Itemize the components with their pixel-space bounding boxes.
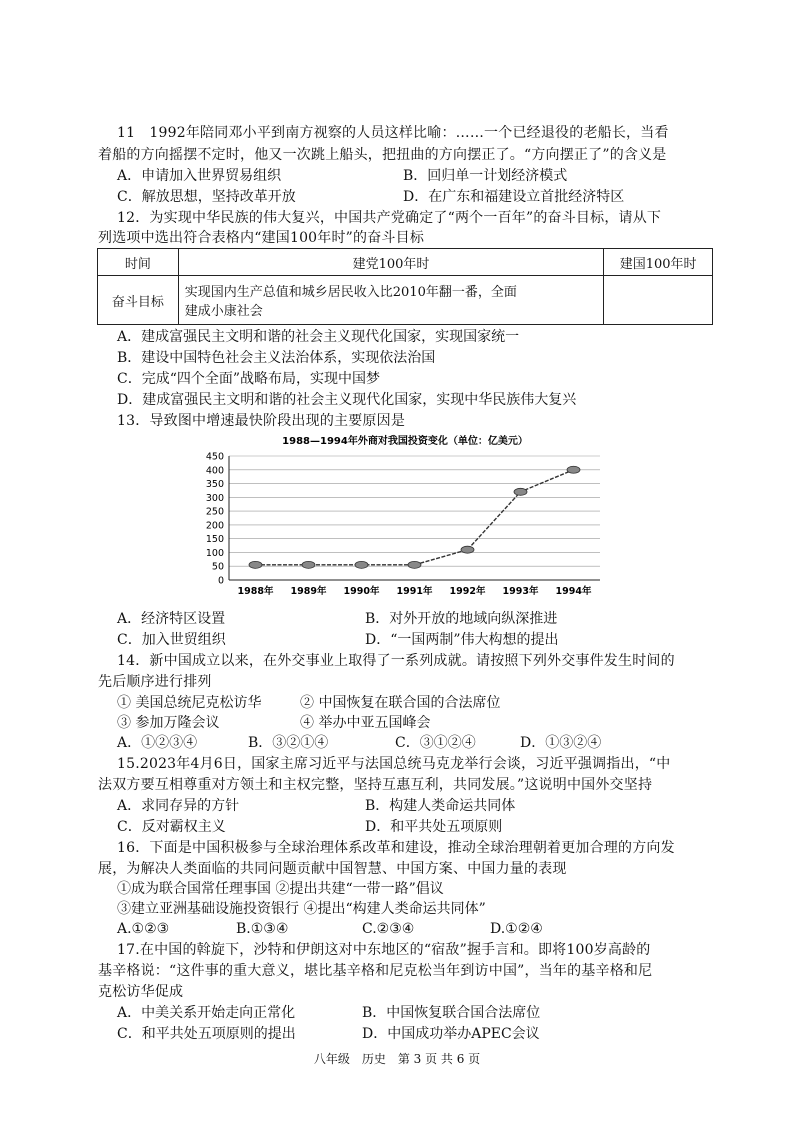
- series-line: [256, 470, 574, 565]
- q17-option-a[interactable]: A．中美关系开始走向正常化: [117, 1005, 296, 1021]
- data-point: [302, 561, 315, 568]
- q16-option-d[interactable]: D.①②④: [490, 921, 543, 937]
- y-tick-label: 50: [211, 561, 224, 573]
- q14-item-1: ① 美国总统尼克松访华: [117, 695, 262, 711]
- q14-item-2: ② 中国恢复在联合国的合法席位: [300, 695, 501, 711]
- x-tick-label: 1988年: [237, 586, 274, 597]
- q16-option-b[interactable]: B.①③④: [236, 921, 289, 937]
- q14-item-4: ④ 举办中亚五国峰会: [300, 715, 431, 731]
- q17-stem-line1: 17.在中国的斡旋下，沙特和伊朗这对中东地区的“宿敌”握手言和。即将100岁高龄的: [117, 942, 651, 958]
- q16-items-line2: ③建立亚洲基础设施投资银行 ④提出“构建人类命运共同体”: [117, 901, 486, 917]
- chart-series: [249, 466, 580, 568]
- table-header-time: 时间: [98, 249, 179, 276]
- q13-option-b[interactable]: B．对外开放的地域向纵深推进: [365, 611, 558, 627]
- q14-stem-line2: 先后顺序进行排列: [98, 674, 212, 690]
- q15-option-d[interactable]: D．和平共处五项原则: [365, 819, 503, 835]
- table-row-label: 奋斗目标: [98, 276, 179, 325]
- q16-stem-line1: 16．下面是中国积极参与全球治理体系改革和建设，推动全球治理朝着更加合理的方向发: [117, 840, 675, 856]
- page-footer: 八年级 历史 第 3 页 共 6 页: [313, 1052, 481, 1066]
- y-tick-label: 300: [205, 492, 224, 504]
- q11-stem-line1: 11 1992年陪同邓小平到南方视察的人员这样比喻：……一个已经退役的老船长，当看: [117, 125, 669, 141]
- q12-option-c[interactable]: C．完成“四个全面”战略布局，实现中国梦: [117, 371, 381, 387]
- table-header-party-100: 建党100年时: [178, 249, 603, 276]
- q17-stem-line2: 基辛格说：“这件事的重大意义，堪比基辛格和尼克松当年到访中国”，当年的基辛格和尼: [98, 963, 653, 979]
- table-cell-party-goal-line1: 实现国内生产总值和城乡居民收入比2010年翻一番，全面: [184, 285, 517, 300]
- goal-table: [97, 248, 713, 325]
- q14-option-a[interactable]: A．①②③④: [117, 735, 198, 751]
- y-tick-label: 250: [205, 506, 224, 518]
- q16-stem-line2: 展，为解决人类面临的共同问题贡献中国智慧、中国方案、中国力量的表现: [98, 861, 567, 877]
- y-tick-label: 150: [205, 534, 224, 546]
- x-tick-label: 1993年: [502, 586, 539, 597]
- q17-option-d[interactable]: D．中国成功举办APEC会议: [362, 1026, 540, 1042]
- q11-option-a[interactable]: A．申请加入世界贸易组织: [117, 168, 282, 184]
- q16-items-line1: ①成为联合国常任理事国 ②提出共建“一带一路”倡议: [117, 881, 444, 897]
- data-point: [567, 466, 580, 473]
- q14-option-b[interactable]: B．③②①④: [248, 735, 329, 751]
- q11-option-b[interactable]: B．回归单一计划经济模式: [403, 168, 568, 184]
- data-point: [408, 561, 421, 568]
- q17-stem-line3: 克松访华促成: [98, 984, 184, 1000]
- x-tick-label: 1991年: [396, 586, 433, 597]
- q17-option-c[interactable]: C．和平共处五项原则的提出: [117, 1026, 296, 1042]
- x-tick-label: 1989年: [290, 586, 327, 597]
- q15-stem-line2: 法双方要互相尊重对方领土和主权完整，坚持互惠互利，共同发展。”这说明中国外交坚持: [98, 777, 653, 793]
- q15-option-b[interactable]: B．构建人类命运共同体: [365, 798, 516, 814]
- y-tick-label: 0: [217, 575, 224, 587]
- q12-stem-line1: 12．为实现中华民族的伟大复兴，中国共产党确定了“两个一百年”的奋斗目标，请从下: [117, 210, 662, 226]
- table-cell-party-goal-line2: 建成小康社会: [184, 304, 263, 319]
- q11-stem-line2: 着船的方向摇摆不定时，他又一次跳上船头，把扭曲的方向摆正了。“方向摆正了”的含义是: [98, 147, 667, 163]
- q16-option-a[interactable]: A.①②③: [117, 921, 170, 937]
- q15-stem-line1: 15.2023年4月6日，国家主席习近平与法国总统马克龙举行会谈，习近平强调指出，“中: [117, 756, 671, 772]
- investment-chart-svg: [195, 430, 615, 605]
- x-tick-label: 1994年: [555, 586, 592, 597]
- chart-title: 1988—1994年外商对我国投资变化（单位：亿美元）: [282, 436, 528, 447]
- x-tick-label: 1992年: [449, 586, 486, 597]
- data-point: [514, 488, 527, 495]
- table-cell-party-goal: [178, 276, 603, 325]
- q14-stem-line1: 14．新中国成立以来，在外交事业上取得了一系列成就。请按照下列外交事件发生时间的: [117, 653, 675, 669]
- q12-option-d[interactable]: D．建成富强民主文明和谐的社会主义现代化国家，实现中华民族伟大复兴: [117, 392, 577, 408]
- q13-option-a[interactable]: A．经济特区设置: [117, 611, 226, 627]
- q16-option-c[interactable]: C.②③④: [362, 921, 415, 937]
- q12-option-b[interactable]: B．建设中国特色社会主义法治体系，实现依法治国: [117, 350, 436, 366]
- data-point: [461, 546, 474, 553]
- y-tick-label: 200: [205, 520, 224, 532]
- q13-stem: 13．导致图中增速最快阶段出现的主要原因是: [117, 413, 406, 429]
- q17-option-b[interactable]: B．中国恢复联合国合法席位: [362, 1005, 541, 1021]
- table-cell-nation-goal: [604, 276, 713, 325]
- y-tick-label: 450: [205, 451, 224, 463]
- q15-option-c[interactable]: C．反对霸权主义: [117, 819, 226, 835]
- q14-option-c[interactable]: C．③①②④: [395, 735, 476, 751]
- q11-option-c[interactable]: C．解放思想，坚持改革开放: [117, 189, 296, 205]
- chart-axes: [206, 452, 600, 598]
- data-point: [355, 561, 368, 568]
- table-header-nation-100: 建国100年时: [604, 249, 713, 276]
- q12-option-a[interactable]: A．建成富强民主文明和谐的社会主义现代化国家，实现国家统一: [117, 329, 520, 345]
- q13-option-d[interactable]: D．“一国两制”伟大构想的提出: [365, 632, 559, 648]
- x-tick-label: 1990年: [343, 586, 380, 597]
- y-tick-label: 400: [205, 465, 224, 477]
- investment-chart: [195, 430, 615, 609]
- q14-option-d[interactable]: D．①③②④: [520, 735, 602, 751]
- y-tick-label: 100: [205, 547, 224, 559]
- q13-option-c[interactable]: C．加入世贸组织: [117, 632, 226, 648]
- q15-option-a[interactable]: A．求同存异的方针: [117, 798, 240, 814]
- q14-item-3: ③ 参加万隆会议: [117, 715, 220, 731]
- data-point: [249, 561, 262, 568]
- y-tick-label: 350: [205, 479, 224, 491]
- q12-stem-line2: 列选项中选出符合表格内“建国100年时”的奋斗目标: [98, 230, 425, 246]
- q11-option-d[interactable]: D．在广东和福建设立首批经济特区: [403, 189, 625, 205]
